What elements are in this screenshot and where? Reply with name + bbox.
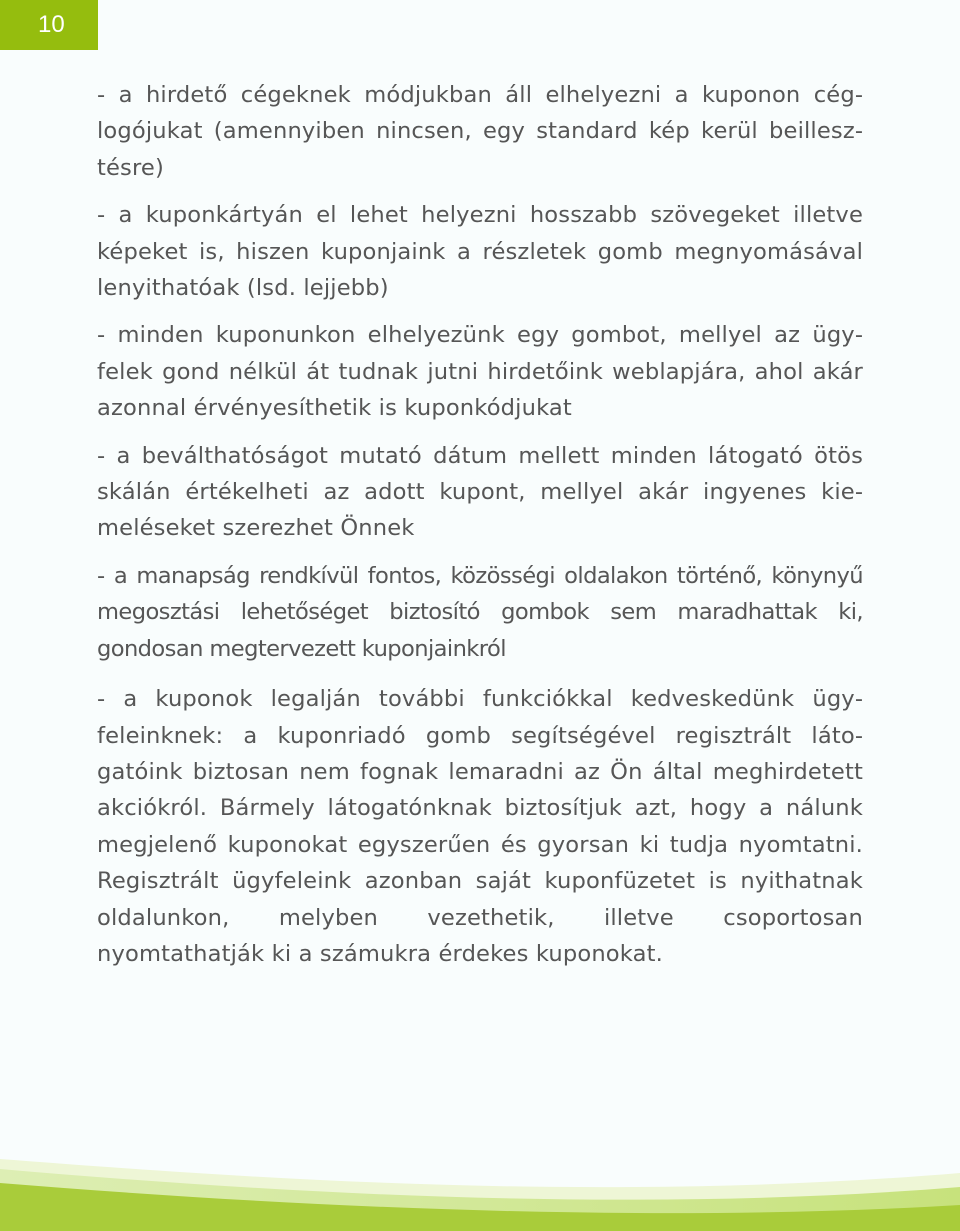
paragraph-extra-features: - a kuponok legalján további funkciókkal kedveskedünk ügyfeleinknek: a kuponriadó gomb segítségével regisztrált látogatóink biztosan nem fognak lemaradni az Ön által meghirdetett akciókról. Bármely látogatónknak biztosítjuk azt, hogy a nálunk megjelenő kuponokat egyszerűen és gyorsan ki tudja nyomtatni. Regisztrált ügyfeleink azonban saját kuponfüzetet is nyithatnak oldalunkon, melyben vezethetik, illetve csoportosan nyomtathatják ki a számukra érdekes kuponokat. <box>97 686 863 967</box>
paragraph-logo: - a hirdető cégeknek módjukban áll elhelyezni a kuponon céglogójukat (amennyiben nincsen, egy standard kép kerül beillesztésre) <box>97 82 863 181</box>
paragraph-website-button: - minden kuponunkon elhelyezünk egy gombot, mellyel az ügyfelek gond nélkül át tudnak jutni hirdetőink weblapjára, ahol akár azonnal érvényesíthetik is kuponkódjukat <box>97 322 863 422</box>
page-number: 10 <box>38 11 65 38</box>
paragraph-coupon-card: - a kuponkártyán el lehet helyezni hosszabb szövegeket illetve képeket is, hiszen kuponjaink a részletek gomb megnyomásával lenyithatóak (lsd. lejjebb) <box>97 202 863 302</box>
paragraph-social-sharing: - a manapság rendkívül fontos, közösségi oldalakon történő, könynyű megosztási lehetőséget biztosító gombok sem maradhattak ki, gondosan megtervezett kuponjainkról <box>97 562 863 662</box>
page-number-badge <box>0 0 98 50</box>
body-text <box>97 77 863 983</box>
paragraph-rating: - a beválthatóságot mutató dátum mellett minden látogató ötös skálán értékelheti az adott kupont, mellyel akár ingyenes kiemeléseket szerezhet Önnek <box>97 442 863 542</box>
decorative-wave-footer <box>0 1121 960 1231</box>
